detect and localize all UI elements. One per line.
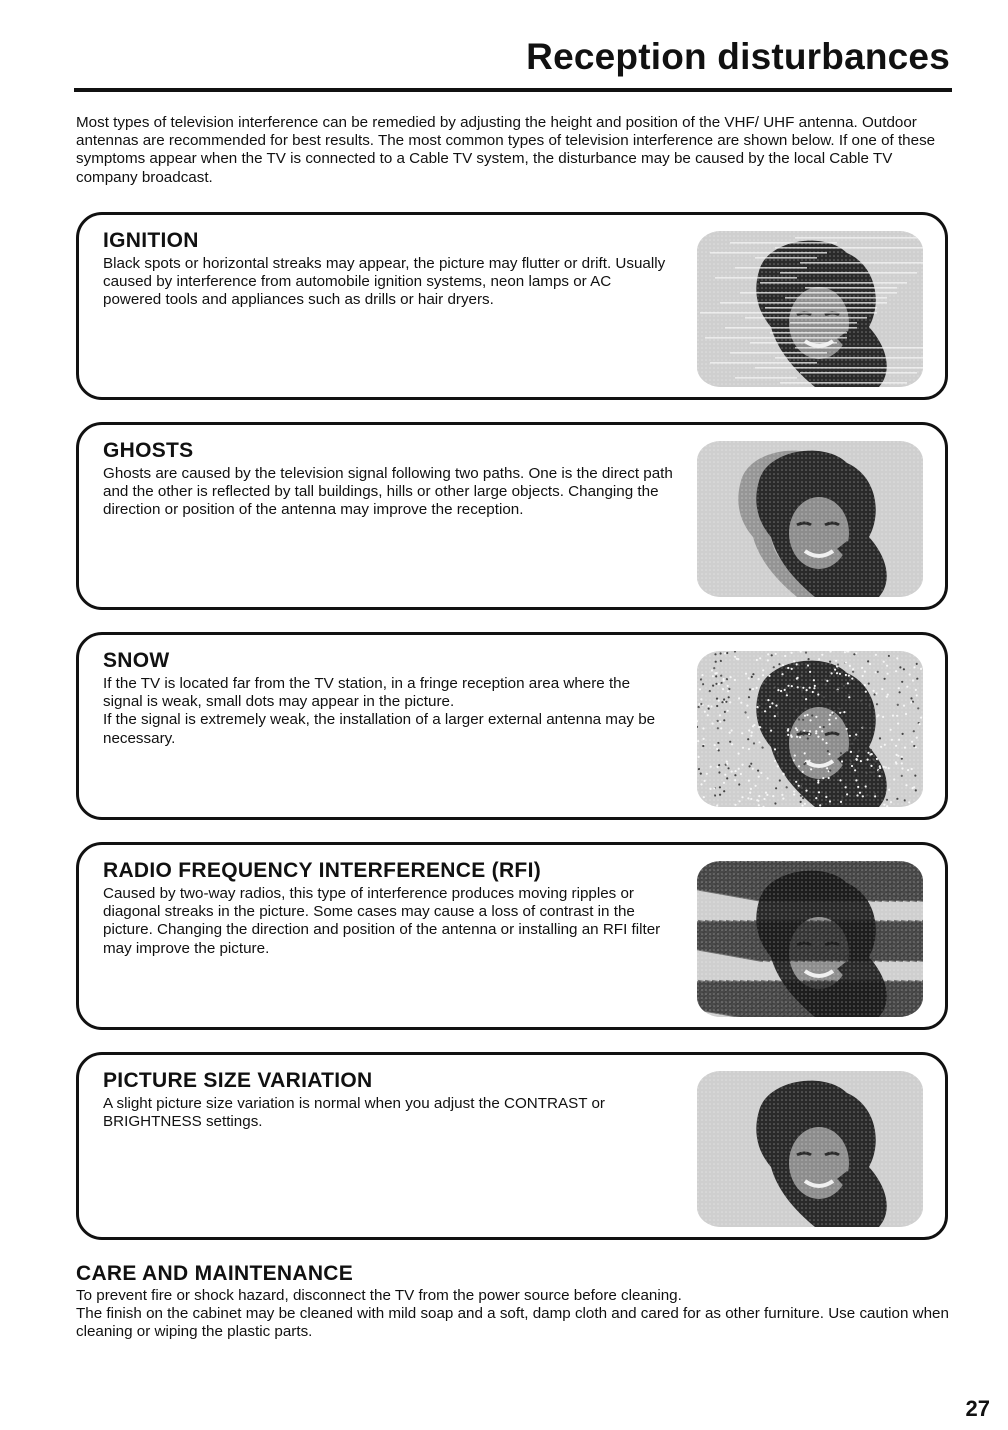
title-rule <box>74 88 952 92</box>
tv-screen-svg <box>697 1071 923 1227</box>
rfi-box <box>76 842 948 1030</box>
ignition-description: Black spots or horizontal streaks may appear, the picture may flutter or drift. Usually caused by interference from automobile ignition systems, neon lamps or AC powered tools and appliances such as drills or hair dryers. <box>103 255 666 309</box>
ghosts-heading: GHOSTS <box>103 439 194 462</box>
tv-screen-svg <box>697 441 923 597</box>
ghosts-box <box>76 422 948 610</box>
page-number: 27 <box>965 1396 990 1421</box>
picture-size-tv-image <box>697 1071 923 1227</box>
ghosts-description: Ghosts are caused by the television signal following two paths. One is the direct path and the other is reflected by tall buildings, hills or other large objects. Changing the direction or position of the antenna may improve the reception. <box>103 465 673 519</box>
tv-screen-svg <box>697 231 923 387</box>
care-heading: CARE AND MAINTENANCE <box>76 1262 354 1285</box>
picture-size-box <box>76 1052 948 1240</box>
snow-description: If the TV is located far from the TV station, in a fringe reception area where the signal is weak, small dots may appear in the picture. If the signal is extremely weak, the installation of a larger external antenna may be necessary. <box>103 675 656 747</box>
rfi-tv-image <box>697 861 923 1017</box>
rfi-heading: RADIO FREQUENCY INTERFERENCE (RFI) <box>103 859 541 882</box>
rfi-description: Caused by two-way radios, this type of interference produces moving ripples or diagonal streaks in the picture. Some cases may cause a loss of contrast in the picture. Changing the direction and position of the antenna or installing an RFI filter may improve the picture. <box>103 885 661 957</box>
picture-size-description: A slight picture size variation is normal when you adjust the CONTRAST or BRIGHTNESS settings. <box>103 1095 605 1131</box>
intro-paragraph: Most types of television interference can be remedied by adjusting the height and position of the VHF/ UHF antenna. Outdoor antennas are recommended for best results. The most common types of television interference are shown below. If one of these symptoms appear when the TV is connected to a Cable TV system, the disturbance may be caused by the local Cable TV company broadcast. <box>76 114 936 186</box>
snow-heading: SNOW <box>103 649 170 672</box>
ignition-heading: IGNITION <box>103 229 199 252</box>
tv-screen-svg <box>697 861 923 1017</box>
snow-tv-image <box>697 651 923 807</box>
ghosts-tv-image <box>697 441 923 597</box>
page-title: Reception disturbances <box>526 36 950 77</box>
snow-box <box>76 632 948 820</box>
ignition-box <box>76 212 948 400</box>
tv-screen-svg <box>697 651 923 807</box>
picture-size-heading: PICTURE SIZE VARIATION <box>103 1069 373 1092</box>
ignition-tv-image <box>697 231 923 387</box>
care-body: To prevent fire or shock hazard, disconnect the TV from the power source before cleaning. The finish on the cabinet may be cleaned with mild soap and a soft, damp cloth and cared for as other furniture. Use caution when cleaning or wiping the plastic parts. <box>76 1287 949 1341</box>
